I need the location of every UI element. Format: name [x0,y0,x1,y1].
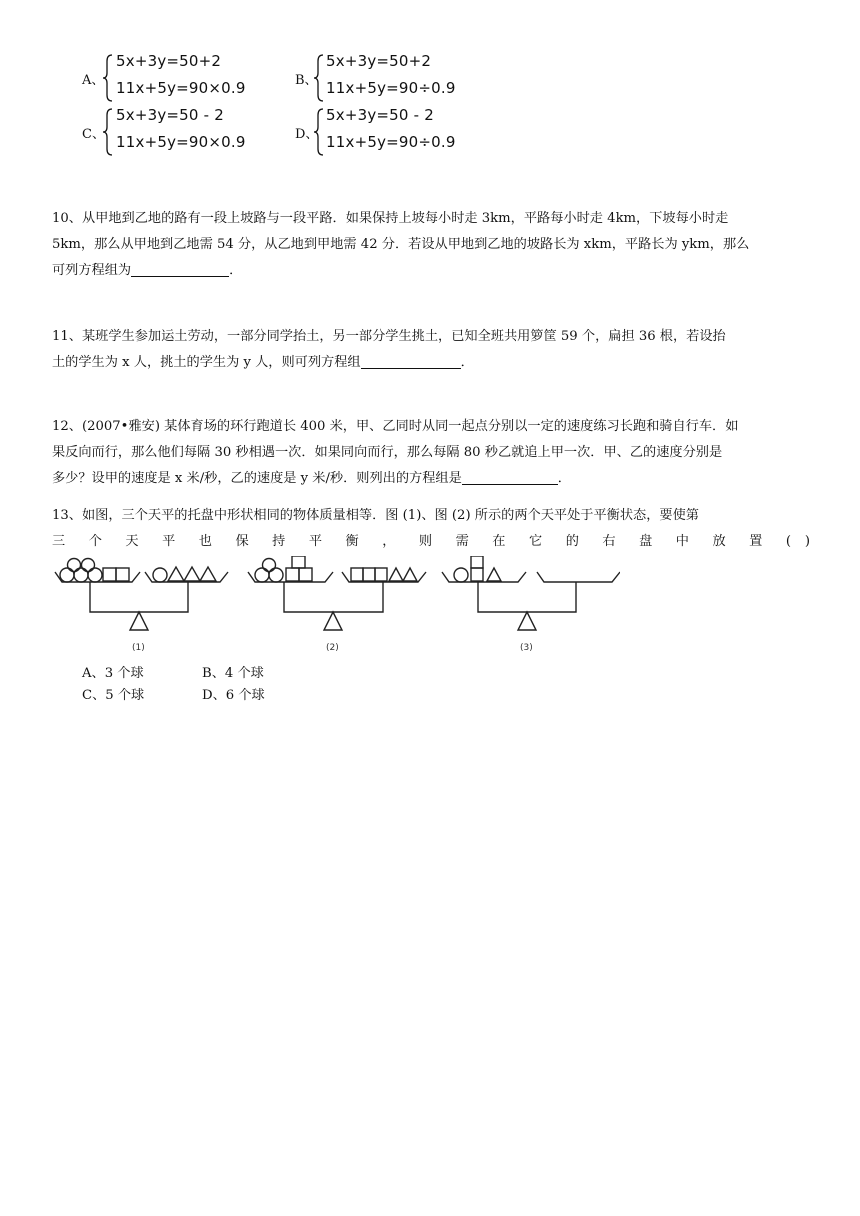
question-text: 三 个 天 平 也 保 持 平 衡 ， 则 需 在 它 的 右 盘 中 放 置 ( ) [52,534,810,549]
question-10 [52,206,810,284]
choice-b[interactable]: B、4 个球 [202,666,264,681]
question-text: 5km，那么从甲地到乙地需 54 分，从乙地到甲地需 42 分．若设从甲地到乙地的坡路长为 xkm，平路长为 ykm，那么 [52,237,750,252]
option-label: C、 [82,127,105,142]
period: ． [460,355,474,370]
question-text-last [52,350,810,376]
choice-a[interactable]: A、3 个球 [82,666,144,681]
figure-label-3: (3) [520,643,533,653]
period: ． [229,263,243,278]
balance-figures [50,556,620,660]
equation-1: 5x+3y=50 - 2 [116,106,224,124]
answer-blank[interactable] [462,468,558,485]
question-13 [52,503,810,555]
option-a[interactable] [82,52,272,108]
choice-d[interactable]: D、6 个球 [202,688,265,703]
question-text-last [52,466,810,492]
question-text-last [52,258,810,284]
option-c[interactable] [82,106,272,162]
choice-c[interactable]: C、5 个球 [82,688,145,703]
option-d[interactable] [295,106,485,162]
equation-1: 5x+3y=50+2 [116,52,222,70]
brace-icon [313,108,325,156]
question-text: 12、(2007•雅安) 某体育场的环行跑道长 400 米，甲、乙同时从同一起点分别以一定的速度练习长跑和骑自行车．如 [52,419,739,434]
brace-icon [102,108,114,156]
question-text: 11、某班学生参加运土劳动，一部分同学抬土，另一部分学生挑土，已知全班共用箩筐 59 个，扁担 36 根，若设抬 [52,329,726,344]
option-label: D、 [295,127,319,142]
balance-1 [55,559,228,631]
balance-2 [248,556,426,630]
question-12 [52,414,810,492]
q13-choices [82,663,322,707]
equation-2: 11x+5y=90×0.9 [116,79,246,97]
option-b[interactable] [295,52,485,108]
brace-icon [102,54,114,102]
answer-blank[interactable] [361,352,461,369]
equation-1: 5x+3y=50 - 2 [326,106,434,124]
brace-icon [313,54,325,102]
question-text: 可列方程组为 [52,263,132,278]
figure-label-1: (1) [132,643,145,653]
question-text: 果反向而行，那么他们每隔 30 秒相遇一次．如果同向而行，那么每隔 80 秒乙就追上甲一次．甲、乙的速度分别是 [52,445,723,460]
figure-label-2: (2) [326,643,339,653]
option-label: A、 [82,73,105,88]
question-text: 土的学生为 x 人，挑土的学生为 y 人，则可列方程组 [52,355,361,370]
question-text: 13、如图，三个天平的托盘中形状相同的物体质量相等．图 (1)、图 (2) 所示的两个天平处于平衡状态，要使第 [52,508,699,523]
equation-2: 11x+5y=90×0.9 [116,133,246,151]
equation-2: 11x+5y=90÷0.9 [326,133,456,151]
answer-blank[interactable] [131,260,229,277]
question-text: 多少？设甲的速度是 x 米/秒，乙的速度是 y 米/秒．则列出的方程组是 [52,471,462,486]
equation-1: 5x+3y=50+2 [326,52,432,70]
balance-3 [442,556,620,630]
option-label: B、 [295,73,318,88]
period: ． [557,471,571,486]
question-11 [52,324,810,376]
equation-2: 11x+5y=90÷0.9 [326,79,456,97]
question-text: 10、从甲地到乙地的路有一段上坡路与一段平路．如果保持上坡每小时走 3km，平路每小时走 4km，下坡每小时走 [52,211,729,226]
